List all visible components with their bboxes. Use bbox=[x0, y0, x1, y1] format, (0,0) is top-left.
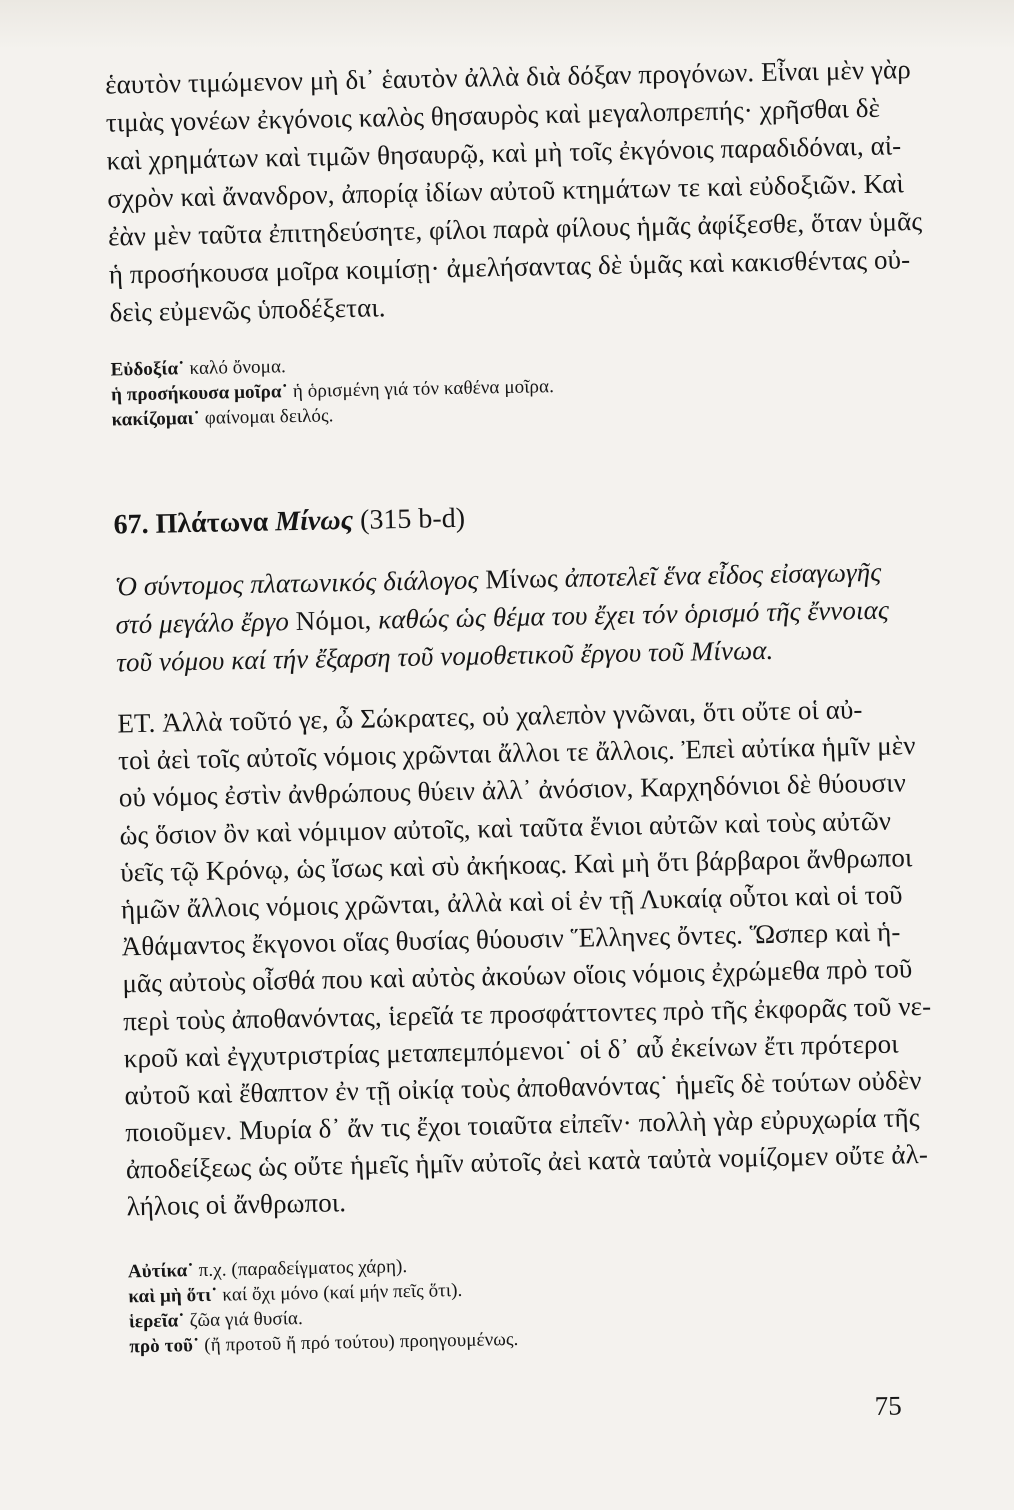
section-number: 67. Πλάτωνα bbox=[113, 506, 269, 541]
glossary-term: ἡ προσήκουσα μοῖρα˙ bbox=[110, 381, 289, 406]
text-line: Ἀθάμαντος ἔκγονοι οἵας θυσίας θύουσιν Ἕλληνες ὄντες. Ὥσπερ καὶ ἡ- bbox=[121, 916, 901, 962]
glossary bbox=[128, 1244, 920, 1359]
glossary-term: κακίζομαι˙ bbox=[111, 407, 201, 431]
glossary-definition: καλό ὄνομα. bbox=[189, 356, 287, 380]
text-line: ὡς ὅσιον ὂν καὶ νόμιμον αὐτοῖς, καὶ ταῦτα ἔνιοι αὐτῶν καὶ τοὺς αὐτῶν bbox=[119, 805, 892, 851]
text-line: ἑαυτὸν τιμώμενον μὴ δι᾿ ἑαυτὸν ἀλλὰ διὰ δόξαν προγόνων. Εἶναι μὲν γὰρ bbox=[104, 54, 912, 100]
text-line: ὑεῖς τῷ Κρόνῳ, ὡς ἴσως καὶ σὺ ἀκήκοας. Καὶ μὴ ὅτι βάρβαροι ἄνθρωποι bbox=[119, 841, 913, 888]
text-line: αὐτοῦ καὶ ἔθαπτον ἐν τῇ οἰκίᾳ τοὺς ἀποθανόντας˙ ἡμεῖς δὲ τούτων οὐδὲν bbox=[124, 1064, 922, 1111]
glossary-definition: π.χ. (παραδείγματος χάρη). bbox=[198, 1256, 408, 1282]
intro-title: Μίνως bbox=[485, 562, 559, 595]
text-line: περὶ τοὺς ἀποθανόντας, ἱερεῖά τε προσφάττοντες πρὸ τῆς ἐκφορᾶς τοῦ νε- bbox=[122, 990, 932, 1036]
text-line: δεὶς εὐμενῶς ὑποδέξεται. bbox=[109, 292, 386, 328]
text-line: ἀποδείξεως ὡς οὔτε ἡμεῖς ἡμῖν αὐτοῖς ἀεὶ κατὰ ταὐτὰ νομίζομεν οὔτε ἀλ- bbox=[125, 1139, 929, 1185]
glossary-definition: (ἤ προτοῦ ἤ πρό τούτου) προηγουμένως. bbox=[204, 1328, 519, 1356]
intro-paragraph bbox=[114, 552, 906, 681]
glossary-term: Αὐτίκα˙ bbox=[127, 1260, 195, 1283]
text-line: ἡμῶν ἄλλοις νόμοις χρῶνται, ἀλλὰ καὶ οἱ ἐν τῇ Λυκαίᾳ οὗτοι καὶ οἱ τοῦ bbox=[120, 879, 903, 925]
section-heading bbox=[113, 494, 903, 541]
glossary-definition: φαίνομαι δειλός. bbox=[204, 405, 334, 429]
intro-text: στό μεγάλο ἔργο bbox=[115, 606, 297, 640]
text-line: ΕΤ. Ἀλλὰ τοῦτό γε, ὦ Σώκρατες, οὐ χαλεπὸν γνῶναι, ὅτι οὔτε οἱ αὐ- bbox=[117, 694, 863, 739]
glossary-term: πρὸ τοῦ˙ bbox=[129, 1335, 200, 1358]
glossary bbox=[110, 342, 901, 432]
text-line: σχρὸν καὶ ἄνανδρον, ἀπορίᾳ ἰδίων αὐτοῦ κτημάτων τε καὶ εὐδοξιῶν. Καὶ bbox=[107, 168, 905, 214]
intro-title: Νόμοι, bbox=[295, 604, 372, 637]
section-reference: (315 b-d) bbox=[359, 502, 466, 536]
text-line: τοῦ νόμου καί τήν ἔξαρση τοῦ νομοθετικοῦ ἔργου τοῦ Μίνωα. bbox=[115, 634, 774, 678]
glossary-definition: καί ὄχι μόνο (καί μήν πεῖς ὅτι). bbox=[222, 1279, 463, 1306]
intro-text: ἀποτελεῖ ἕνα εἶδος εἰσαγωγῆς bbox=[557, 556, 882, 593]
text-line: ἐὰν μὲν ταῦτα ἐπιτηδεύσητε, φίλοι παρὰ φίλους ἡμᾶς ἀφίξεσθε, ὅταν ὑμᾶς bbox=[107, 205, 923, 252]
text-line: μᾶς αὐτοὺς οἶσθά που καὶ αὐτὸς ἀκούων οἵοις νόμοις ἐχρώμεθα πρὸ τοῦ bbox=[122, 953, 913, 999]
text-line: κροῦ καὶ ἐγχυτριστρίας μεταπεμπόμενοι˙ οἱ δ᾿ αὖ ἐκείνων ἔτι πρότεροι bbox=[123, 1028, 899, 1074]
intro-text: καθώς ὡς θέμα του ἔχει τόν ὁρισμό τῆς ἔννοιας bbox=[371, 594, 890, 635]
text-line: καὶ χρημάτων καὶ τιμῶν θησαυρῷ, καὶ μὴ τοῖς ἐκγόνοις παραδιδόναι, αἰ- bbox=[106, 130, 902, 176]
glossary-definition: ζῶα γιά θυσία. bbox=[189, 1308, 304, 1332]
glossary-term: ἱερεῖα˙ bbox=[128, 1310, 185, 1333]
glossary-term: καὶ μὴ ὅτι˙ bbox=[128, 1284, 218, 1308]
text-line: τοὶ ἀεὶ τοῖς αὐτοῖς νόμοις χρῶνται ἄλλοι τε ἄλλοις. Ἐπεὶ αὐτίκα ἡμῖν μὲν bbox=[117, 730, 916, 776]
text-line: λήλοις οἱ ἄνθρωποι. bbox=[126, 1187, 347, 1222]
text-line: ἡ προσήκουσα μοῖρα κοιμίσῃ· ἀμελήσαντας δὲ ὑμᾶς καὶ κακισθέντας οὐ- bbox=[108, 244, 911, 290]
glossary-term: Εὐδοξία˙ bbox=[110, 358, 185, 381]
glossary-definition: ἡ ὁρισμένη γιά τόν καθένα μοῖρα. bbox=[292, 376, 555, 403]
text-line: οὐ νόμος ἐστὶν ἀνθρώπους θύειν ἀλλ᾿ ἀνόσιον, Καρχηδόνιοι δὲ θύουσιν bbox=[118, 767, 907, 813]
text-line: τιμὰς γονέων ἐκγόνοις καλὸς θησαυρὸς καὶ μεγαλοπρεπής· χρῆσθαι δὲ bbox=[105, 92, 881, 138]
text-line: ποιοῦμεν. Μυρία δ᾿ ἄν τις ἔχοι τοιαῦτα εἰπεῖν· πολλὴ γὰρ εὐρυχωρία τῆς bbox=[124, 1102, 920, 1148]
section-work-title: Μίνως bbox=[274, 504, 354, 538]
dialogue-paragraph bbox=[117, 690, 932, 1226]
greek-paragraph bbox=[104, 50, 923, 331]
intro-text: Ὁ σύντομος πλατωνικός διάλογος bbox=[114, 564, 486, 602]
page-number: 75 bbox=[874, 1390, 902, 1422]
